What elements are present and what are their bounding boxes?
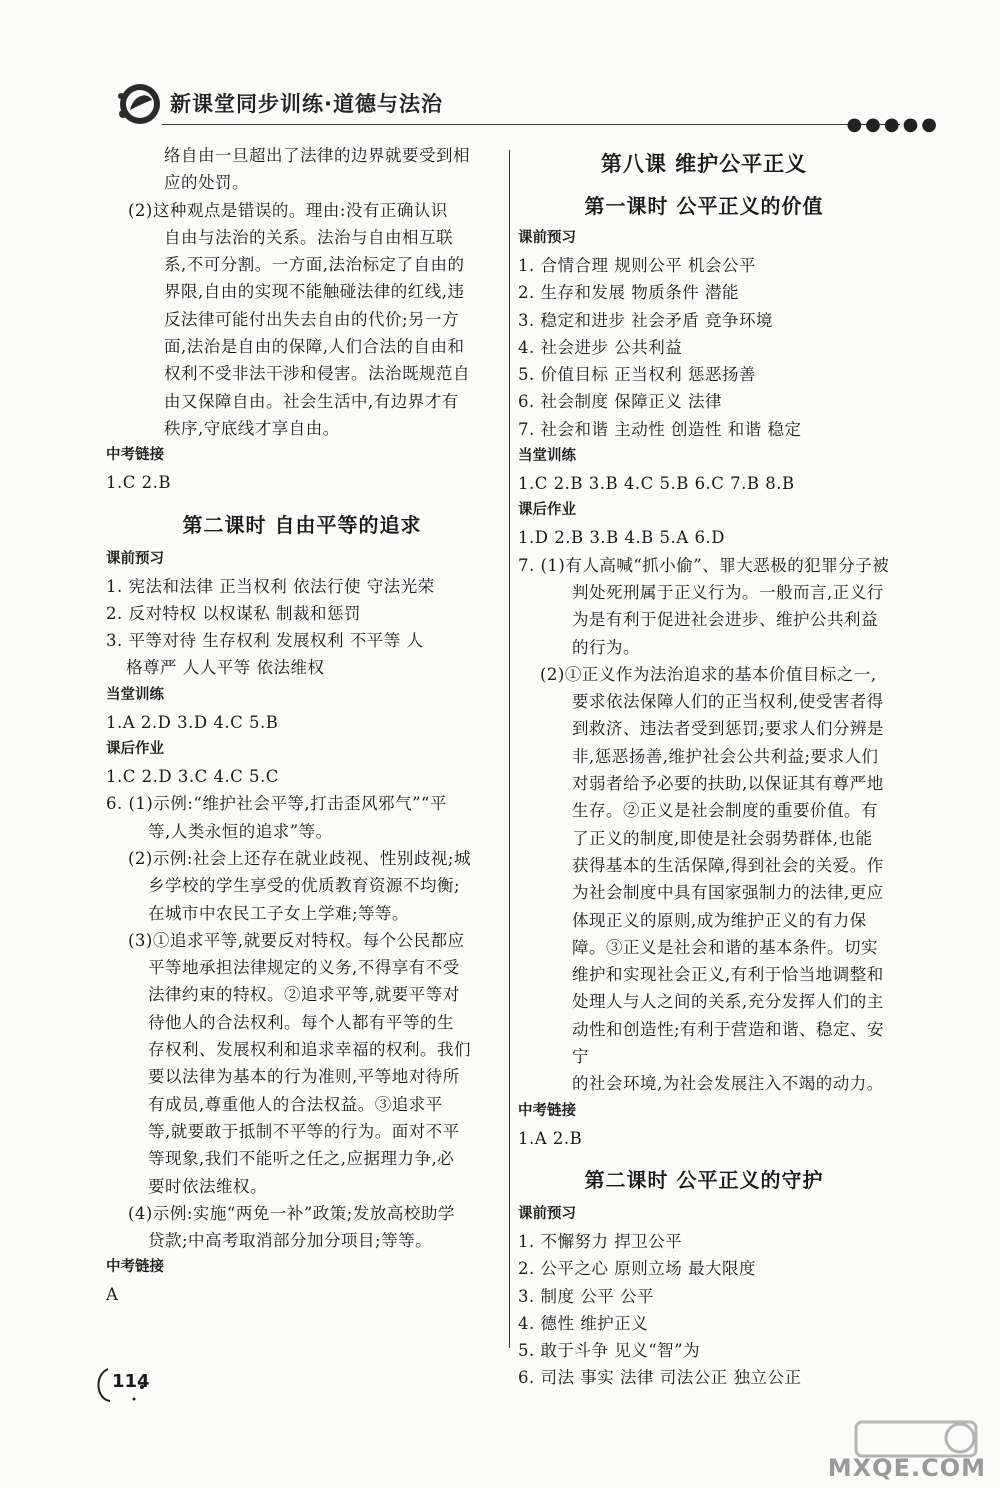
text-line: 等,人类永恒的追求”等。 <box>148 821 333 841</box>
text-line: 应的处罚。 <box>164 173 249 193</box>
lesson-title: 第八课 维护公平正义 <box>600 152 808 176</box>
header-title: 新课堂同步训练·道德与法治 <box>170 92 443 116</box>
text-line: 为是有利于促进社会进步、维护公共利益 <box>572 610 878 630</box>
text-line: 4. 社会进步 公共利益 <box>518 337 683 357</box>
text-line: 存权利、发展权利和追求幸福的权利。我们 <box>148 1040 471 1060</box>
text-line: 等现象,我们不能听之任之,应据理力争,必 <box>148 1149 455 1169</box>
intro-block <box>106 142 498 197</box>
text-line: 了正义的制度,即使是社会弱势群体,也能 <box>572 828 873 848</box>
text-line: 要时依法维权。 <box>148 1176 267 1196</box>
text-line: (2)这种观点是错误的。理由:没有正确认识 <box>128 200 448 220</box>
text-line: 权利不受非法干涉和侵害。法治既规范自 <box>164 364 470 384</box>
page-header <box>100 78 940 134</box>
section-label: 中考链接 <box>518 1102 576 1119</box>
text-line: 获得基本的生活保障,得到社会的关爱。作 <box>572 855 884 875</box>
text-line: 3. 平等对待 生存权利 发展权利 不平等 人 <box>106 631 424 651</box>
text-line: 处理人与人之间的关系,充分发挥人们的主 <box>572 992 884 1012</box>
text-line: 6. (1)示例:“维护社会平等,打击歪风邪气”“平 <box>106 794 447 814</box>
page-number: 114 <box>112 1371 150 1392</box>
q2-block <box>106 197 498 443</box>
text-line: 体现正义的原则,成为维护正义的有力保 <box>572 910 867 930</box>
answers: 1.C 2.B <box>106 473 171 493</box>
text-line: 1. 宪法和法律 正当权利 依法行使 守法光荣 <box>106 576 435 596</box>
text-line: 秩序,守底线才享自由。 <box>164 418 340 438</box>
section-label: 中考链接 <box>106 1259 164 1276</box>
text-line: 等,就要敢于抵制不平等的行为。面对不平 <box>148 1121 460 1141</box>
header-dots: ●●●●● <box>846 114 940 135</box>
section-label: 课前预习 <box>518 1205 576 1222</box>
section-label: 课前预习 <box>106 550 164 567</box>
text-line: 为社会制度中具有国家强制力的法律,更应 <box>572 883 884 903</box>
text-line: 自由与法治的关系。法治与自由相互联 <box>164 227 453 247</box>
text-line: 面,法治是自由的保障,人们合法的自由和 <box>164 337 465 357</box>
text-line: 3. 制度 公平 公平 <box>518 1286 654 1306</box>
watermark <box>770 1418 990 1484</box>
answers: 1.D 2.B 3.B 4.B 5.A 6.D <box>518 528 725 548</box>
text-line: 平等地承担法律规定的义务,不得享有不受 <box>148 958 460 978</box>
text-line: 界限,自由的实现不能触碰法律的红线,违 <box>164 282 465 302</box>
text-line: 5. 价值目标 正当权利 惩恶扬善 <box>518 365 756 385</box>
text-line: 要以法律为基本的行为准则,平等地对待所 <box>148 1067 460 1087</box>
text-line: 反法律可能付出失去自由的代价;另一方 <box>164 309 460 329</box>
text-line: 7. 社会和谐 主动性 创造性 和谐 稳定 <box>518 419 802 439</box>
text-line: 3. 稳定和进步 社会矛盾 竞争环境 <box>518 310 773 330</box>
answers: 1.A 2.D 3.D 4.C 5.B <box>106 712 279 732</box>
text-line: 1. 合情合理 规则公平 机会公平 <box>518 256 756 275</box>
answers: 1.A 2.B <box>518 1128 583 1148</box>
text-line: 法律约束的特权。②追求平等,就要平等对 <box>148 985 460 1005</box>
text-line: 格尊严 人人平等 依法维权 <box>126 658 325 678</box>
section-label: 当堂训练 <box>518 448 576 465</box>
text-line: 的行为。 <box>572 637 640 657</box>
text-line: 维护和实现社会正义,有利于恰当地调整和 <box>572 965 884 985</box>
section-label: 课前预习 <box>518 230 576 246</box>
text-line: 2. 生存和发展 物质条件 潜能 <box>518 283 739 303</box>
text-line: 由又保障自由。社会生活中,有边界才有 <box>164 391 459 411</box>
lesson-title: 第二课时 自由平等的追求 <box>182 512 422 537</box>
text-line: 贷款;中高考取消部分加分项目;等等。 <box>148 1231 433 1251</box>
watermark-text: MXQE.COM <box>827 1454 986 1482</box>
text-line: 6. 社会制度 保障正义 法律 <box>518 392 722 412</box>
text-line: 到救济、违法者受到惩罚;要求人们分辨是 <box>572 719 885 739</box>
text-line: 要求依法保障人们的正当权利,使受害者得 <box>572 692 884 712</box>
answers: 1.C 2.D 3.C 4.C 5.C <box>106 767 279 787</box>
text-line: 6. 司法 事实 法律 司法公正 独立公正 <box>518 1368 802 1388</box>
text-line: 障。③正义是社会和谐的基本条件。切实 <box>572 937 878 957</box>
text-line: 2. 反对特权 以权谋私 制裁和惩罚 <box>106 603 361 623</box>
text-line: 在城市中农民工子女上学难;等等。 <box>148 903 410 923</box>
text-line: 系,不可分割。一方面,法治标定了自由的 <box>164 255 465 275</box>
section-label: 当堂训练 <box>106 686 164 703</box>
text-line: 非,惩恶扬善,维护社会公共利益;要求人们 <box>572 746 879 766</box>
text-line: 5. 敢于斗争 见义“智”为 <box>518 1341 701 1361</box>
text-line: 生存。②正义是社会制度的重要价值。有 <box>572 801 878 821</box>
section-label: 课后作业 <box>518 502 576 519</box>
left-column <box>106 142 498 1309</box>
section-label: 中考链接 <box>106 447 164 464</box>
right-column <box>518 142 890 1392</box>
answers: 1.C 2.B 3.B 4.C 5.B 6.C 7.B 8.B <box>518 474 795 494</box>
text-line: (2)示例:社会上还存在就业歧视、性别歧视;城 <box>128 848 471 868</box>
answers: A <box>106 1285 119 1305</box>
page-number-badge <box>90 1365 150 1405</box>
leaf-logo-icon <box>114 80 162 128</box>
text-line: 待他人的合法权利。每个人都有平等的生 <box>148 1012 454 1032</box>
period-title: 第一课时 公平正义的价值 <box>584 194 824 218</box>
header-rule <box>162 124 900 125</box>
text-line: 2. 公平之心 原则立场 最大限度 <box>518 1259 756 1279</box>
text-line: 的社会环境,为社会发展注入不竭的动力。 <box>572 1074 884 1094</box>
text-line: 7. (1)有人高喊“抓小偷”、罪大恶极的犯罪分子被 <box>518 555 890 575</box>
text-line: 对弱者给予必要的扶助,以保证其有尊严地 <box>572 774 884 794</box>
text-line: 动性和创造性;有利于营造和谐、稳定、安宁 <box>572 1019 885 1067</box>
text-line: (3)①追求平等,就要反对特权。每个公民都应 <box>128 930 465 950</box>
text-line: 乡学校的学生享受的优质教育资源不均衡; <box>148 876 461 896</box>
text-line: 有成员,尊重他人的合法权益。③追求平 <box>148 1094 443 1114</box>
text-line: (4)示例:实施“两免一补”政策;发放高校助学 <box>128 1203 455 1223</box>
text-line: 1. 不懈努力 捍卫公平 <box>518 1231 683 1251</box>
text-line: (2)①正义作为法治追求的基本价值目标之一, <box>540 664 877 684</box>
section-label: 课后作业 <box>106 741 164 758</box>
text-line: 络自由一旦超出了法律的边界就要受到相 <box>164 146 470 165</box>
text-line: 4. 德性 维护正义 <box>518 1313 649 1333</box>
column-divider <box>509 150 510 1348</box>
period-title: 第二课时 公平正义的守护 <box>584 1167 824 1192</box>
text-line: 判处死刑属于正义行为。一般而言,正义行 <box>572 582 884 602</box>
